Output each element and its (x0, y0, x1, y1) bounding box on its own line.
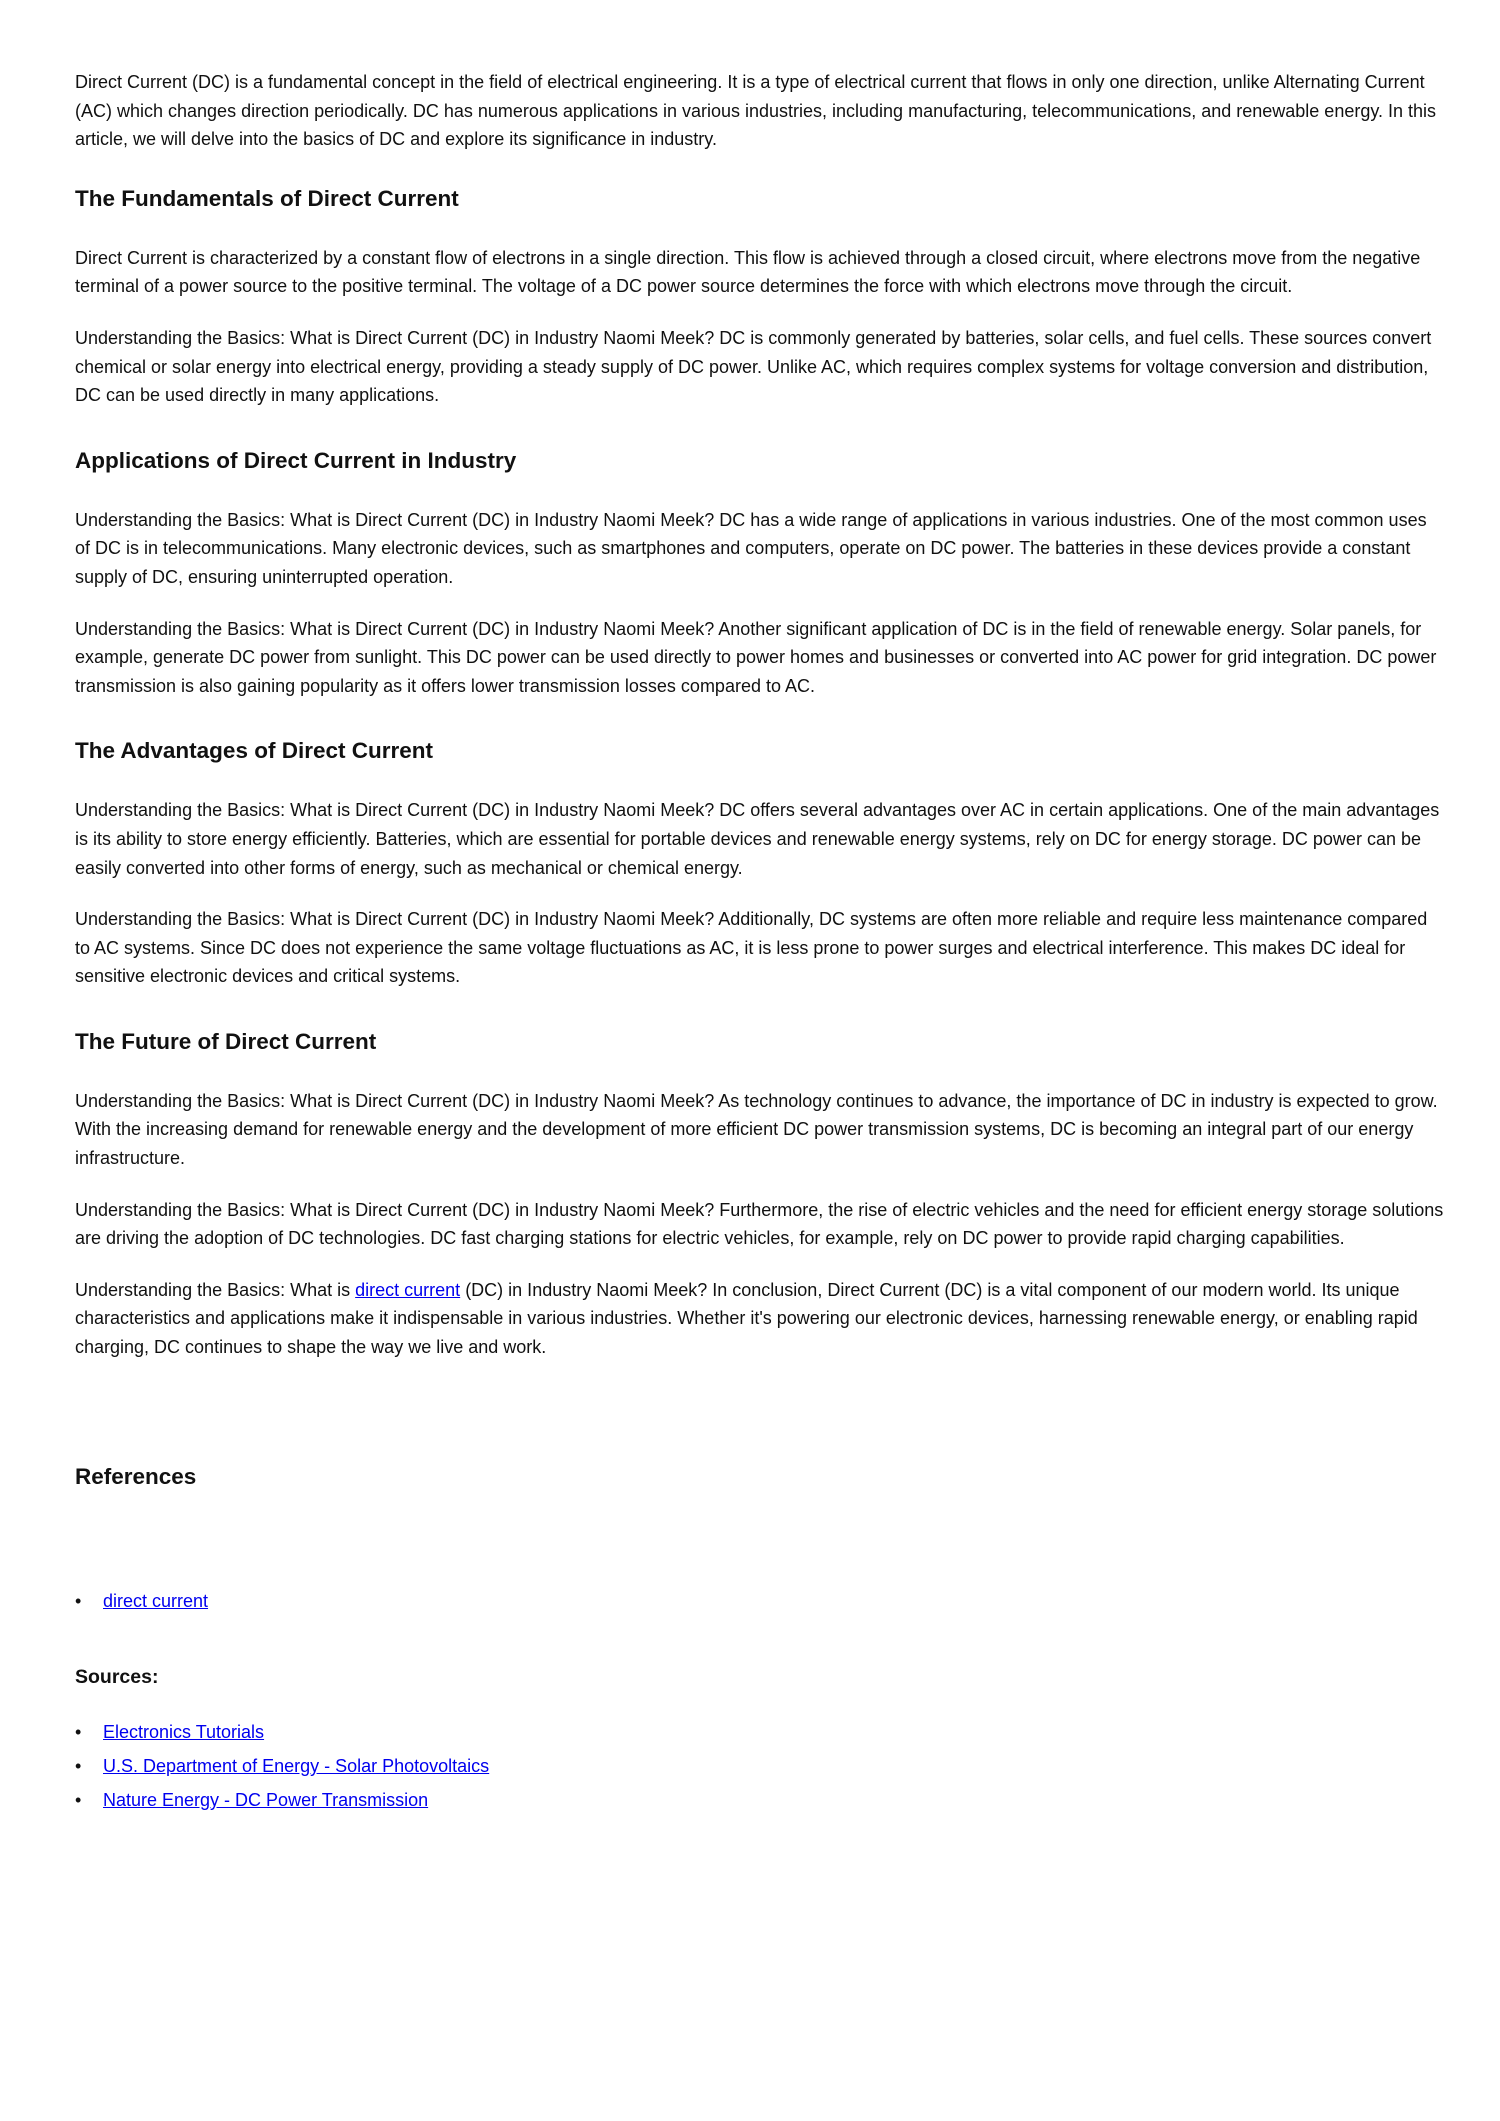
bullet-icon: • (75, 1590, 82, 1611)
paragraph: Understanding the Basics: What is Direct Current (DC) in Industry Naomi Meek? DC is commonly generated by batteries, solar cells, and fuel cells. These sources convert chemical or solar energy into electrical energy, providing a steady supply of DC power. Unlike AC, which requires complex systems for voltage conversion and distribution, DC can be used directly in many applications. (75, 327, 1432, 406)
section-heading-applications: Applications of Direct Current in Industry (75, 447, 517, 473)
conclusion-paragraph (75, 1276, 1445, 1362)
intro-paragraph: Direct Current (DC) is a fundamental concept in the field of electrical engineering. It is a type of electrical current that flows in only one direction, unlike Alternating Current (AC) which changes direction periodically. DC has numerous applications in various industries, including manufacturing, telecommunications, and renewable energy. In this article, we will delve into the basics of DC and explore its significance in industry. (75, 72, 1437, 150)
list-item (75, 1715, 1445, 1749)
paragraph: Understanding the Basics: What is Direct Current (DC) in Industry Naomi Meek? As technology continues to advance, the importance of DC in industry is expected to grow. With the increasing demand for renewable energy and the development of more efficient DC power transmission systems, DC is becoming an integral part of our energy infrastructure. (75, 1090, 1438, 1169)
conclusion-text-end: (DC) in Industry Naomi Meek? In conclusion, Direct Current (DC) is a vital component of our modern world. Its unique characteristics and applications make it indispensable in various industries. Whether it's powering our electronic devices, harnessing renewable energy, or enabling rapid charging, DC continues to shape the way we live and work. (75, 1279, 1418, 1358)
sources-list (75, 1715, 1445, 1817)
list-item (75, 1783, 1445, 1817)
references-heading: References (75, 1463, 197, 1489)
paragraph: Understanding the Basics: What is Direct Current (DC) in Industry Naomi Meek? DC offers several advantages over AC in certain applications. One of the main advantages is its ability to store energy efficiently. Batteries, which are essential for portable devices and renewable energy systems, rely on DC for energy storage. DC power can be easily converted into other forms of energy, such as mechanical or chemical energy. (75, 800, 1440, 878)
source-link-doe-solar[interactable]: U.S. Department of Energy - Solar Photovoltaics (103, 1755, 490, 1776)
conclusion-text-start: Understanding the Basics: What is (75, 1279, 356, 1300)
list-item (75, 1584, 1445, 1618)
sources-heading: Sources: (75, 1665, 159, 1688)
list-item (75, 1749, 1445, 1783)
article (75, 68, 1445, 1817)
direct-current-inline-link[interactable]: direct current (355, 1279, 461, 1300)
paragraph: Direct Current is characterized by a constant flow of electrons in a single direction. This flow is achieved through a closed circuit, where electrons move from the negative terminal of a power source to the positive terminal. The voltage of a DC power source determines the force with which electrons move through the circuit. (75, 247, 1421, 297)
bullet-icon: • (75, 1755, 82, 1776)
references-list (75, 1584, 1445, 1618)
section-heading-future: The Future of Direct Current (75, 1028, 377, 1054)
paragraph: Understanding the Basics: What is Direct Current (DC) in Industry Naomi Meek? DC has a wide range of applications in various industries. One of the most common uses of DC is in telecommunications. Many electronic devices, such as smartphones and computers, operate on DC power. The batteries in these devices provide a constant supply of DC, ensuring uninterrupted operation. (75, 509, 1427, 587)
section-heading-advantages: The Advantages of Direct Current (75, 738, 433, 764)
paragraph: Understanding the Basics: What is Direct Current (DC) in Industry Naomi Meek? Another significant application of DC is in the field of renewable energy. Solar panels, for example, generate DC power from sunlight. This DC power can be used directly to power homes and businesses or converted into AC power for grid integration. DC power transmission is also gaining popularity as it offers lower transmission losses compared to AC. (75, 618, 1437, 696)
paragraph: Understanding the Basics: What is Direct Current (DC) in Industry Naomi Meek? Furthermore, the rise of electric vehicles and the need for efficient energy storage solutions are driving the adoption of DC technologies. DC fast charging stations for electric vehicles, for example, rely on DC power to provide rapid charging capabilities. (75, 1199, 1444, 1249)
section-heading-fundamentals: The Fundamentals of Direct Current (75, 185, 459, 211)
source-link-nature-energy[interactable]: Nature Energy - DC Power Transmission (103, 1789, 429, 1810)
source-link-electronics-tutorials[interactable]: Electronics Tutorials (103, 1721, 265, 1742)
paragraph: Understanding the Basics: What is Direct Current (DC) in Industry Naomi Meek? Additionally, DC systems are often more reliable and require less maintenance compared to AC systems. Since DC does not experience the same voltage fluctuations as AC, it is less prone to power surges and electrical interference. This makes DC ideal for sensitive electronic devices and critical systems. (75, 909, 1428, 987)
reference-link-direct-current[interactable]: direct current (103, 1590, 209, 1611)
bullet-icon: • (75, 1789, 82, 1810)
bullet-icon: • (75, 1721, 82, 1742)
